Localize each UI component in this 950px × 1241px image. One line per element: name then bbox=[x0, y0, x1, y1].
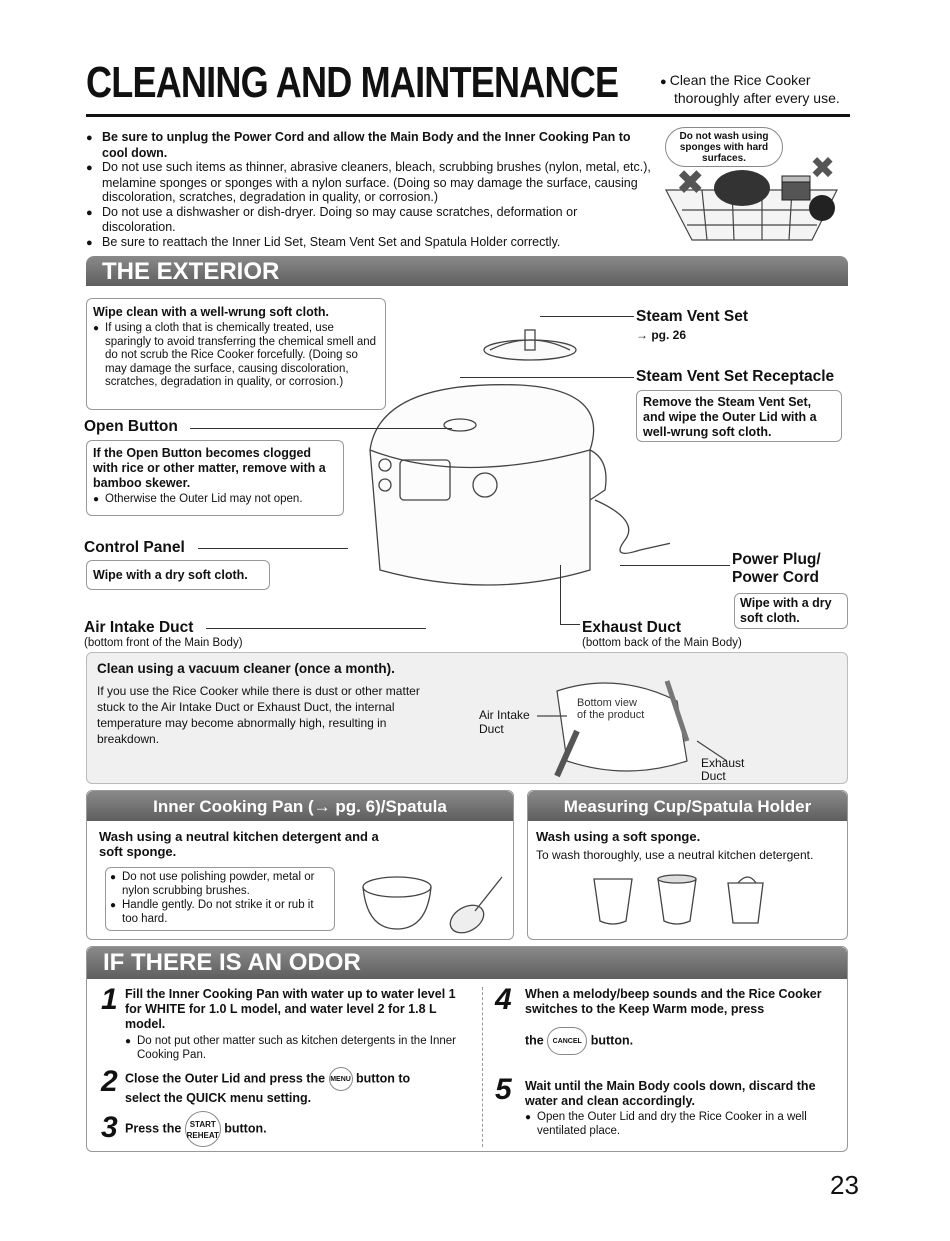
control-panel-label: Control Panel bbox=[84, 539, 185, 556]
vacuum-title: Clean using a vacuum cleaner (once a month). bbox=[97, 661, 395, 676]
power-label-1: Power Plug/ bbox=[732, 551, 821, 568]
air-intake-label: Air Intake Duct bbox=[84, 619, 194, 636]
power-text: Wipe with a dry soft cloth. bbox=[740, 596, 832, 625]
measuring-heading: Measuring Cup/Spatula Holder bbox=[528, 791, 847, 821]
leader-line bbox=[198, 548, 348, 549]
steam-vent-label: Steam Vent Set bbox=[636, 308, 748, 325]
open-button-title: If the Open Button becomes clogged with rice or other matter, remove with a bamboo skewer. bbox=[93, 446, 326, 490]
leader-line bbox=[540, 316, 634, 317]
bottom-view-label bbox=[577, 697, 644, 721]
intro-list bbox=[86, 130, 654, 250]
page-title: CLEANING AND MAINTENANCE bbox=[86, 58, 619, 107]
page-number: 23 bbox=[830, 1170, 859, 1200]
odor-section bbox=[86, 946, 848, 1152]
vacuum-air-label bbox=[479, 709, 530, 736]
odor-heading: IF THERE IS AN ODOR bbox=[87, 947, 847, 979]
control-panel-text: Wipe with a dry soft cloth. bbox=[93, 568, 248, 582]
air-intake-sub: (bottom front of the Main Body) bbox=[84, 637, 243, 649]
step4-line2 bbox=[525, 1027, 845, 1055]
wipe-box-title: Wipe clean with a well-wrung soft cloth. bbox=[93, 305, 330, 319]
inner-pan-title: Wash using a neutral kitchen detergent and a soft sponge. bbox=[99, 829, 379, 859]
step2-post: button to bbox=[356, 1071, 411, 1086]
start-label: START bbox=[189, 1120, 216, 1129]
pan-spatula-illustration bbox=[357, 869, 507, 935]
step2-pre: Close the Outer Lid and press the bbox=[125, 1071, 326, 1086]
open-button-box bbox=[86, 440, 344, 516]
dishwasher-illustration bbox=[662, 150, 852, 250]
exhaust-sub: (bottom back of the Main Body) bbox=[582, 637, 742, 649]
header-note bbox=[660, 72, 840, 106]
step2-number: 2 bbox=[101, 1065, 118, 1098]
intro-item: ● Be sure to reattach the Inner Lid Set, Steam Vent Set and Spatula Holder correctly. bbox=[86, 235, 654, 251]
steam-receptacle-box bbox=[636, 390, 842, 442]
step5-note: ● Open the Outer Lid and dry the Rice Cooker in a well ventilated place. bbox=[525, 1111, 845, 1138]
step1-note: ● Do not put other matter such as kitchen detergents in the Inner Cooking Pan. bbox=[125, 1035, 470, 1062]
measuring-section bbox=[527, 790, 848, 940]
title-rule bbox=[86, 114, 850, 117]
odor-divider bbox=[482, 987, 483, 1147]
step4-number: 4 bbox=[495, 983, 512, 1016]
header-note-line1: ● Clean the Rice Cooker bbox=[660, 72, 811, 88]
cancel-button-icon: CANCEL bbox=[547, 1027, 587, 1055]
step4-post: button. bbox=[590, 1033, 634, 1048]
power-label-2: Power Cord bbox=[732, 569, 819, 586]
header-note-line2: thoroughly after every use. bbox=[674, 90, 840, 106]
vacuum-exhaust-label bbox=[701, 757, 744, 783]
svg-text:✖: ✖ bbox=[676, 163, 705, 203]
step4-text: When a melody/beep sounds and the Rice Cooker switches to the Keep Warm mode, press bbox=[525, 987, 822, 1016]
step5-number: 5 bbox=[495, 1073, 512, 1106]
steam-vent-ref: → pg. 26 bbox=[636, 328, 687, 342]
control-panel-box bbox=[86, 560, 270, 590]
step2-line2: select the QUICK menu setting. bbox=[125, 1091, 312, 1105]
leader-line bbox=[560, 624, 580, 625]
vacuum-exhaust-label-2: Duct bbox=[701, 769, 726, 783]
menu-button-icon: MENU bbox=[329, 1067, 353, 1091]
measuring-title: Wash using a soft sponge. bbox=[536, 829, 701, 844]
leader-line bbox=[206, 628, 426, 629]
step3-pre: Press the bbox=[125, 1121, 182, 1136]
step3-post: button. bbox=[224, 1121, 267, 1136]
leader-line bbox=[460, 377, 634, 378]
leader-line bbox=[620, 565, 730, 566]
leader-line bbox=[190, 428, 452, 429]
steam-receptacle-text: Remove the Steam Vent Set, and wipe the Outer Lid with a well-wrung soft cloth. bbox=[643, 395, 817, 439]
step3-text bbox=[125, 1111, 465, 1147]
svg-text:✖: ✖ bbox=[810, 151, 836, 186]
step3-number: 3 bbox=[101, 1111, 118, 1144]
vacuum-air-label-2: Duct bbox=[479, 721, 504, 736]
vacuum-box bbox=[86, 652, 848, 784]
bottom-view-illustration bbox=[537, 671, 727, 781]
warning-bubble: Do not wash using sponges with hard surfaces. bbox=[665, 127, 783, 167]
inner-pan-section bbox=[86, 790, 514, 940]
bottom-view-label-1: Bottom view bbox=[577, 697, 637, 709]
exterior-heading: THE EXTERIOR bbox=[86, 256, 848, 286]
vacuum-text: If you use the Rice Cooker while there is dust or other matter stuck to the Air Intake Duct or Exhaust Duct, the internal temperature may become abnormally high, resulting in breakdown. bbox=[97, 684, 420, 746]
leader-line bbox=[560, 565, 561, 625]
wipe-box-text: ● If using a cloth that is chemically treated, use sparingly to avoid transferring the chemical smell and do not scrub the Rice Cooker forcefully. (Doing so may damage the surface, causing discoloration, scratches, degradation in quality, or corrosion.) bbox=[93, 322, 379, 390]
step1-number: 1 bbox=[101, 983, 118, 1016]
intro-item: ● Be sure to unplug the Power Cord and allow the Main Body and the Inner Cooking Pan to cool down. bbox=[86, 130, 654, 160]
open-button-text: ● Otherwise the Outer Lid may not open. bbox=[93, 493, 337, 507]
vacuum-air-label-1: Air Intake bbox=[479, 708, 530, 722]
measuring-text: To wash thoroughly, use a neutral kitchen detergent. bbox=[536, 848, 814, 862]
steam-receptacle-label: Steam Vent Set Receptacle bbox=[636, 368, 835, 385]
bottom-view-label-2: of the product bbox=[577, 709, 645, 721]
step4-pre: the bbox=[525, 1033, 544, 1048]
power-box bbox=[734, 593, 848, 629]
inner-pan-note: ● Do not use polishing powder, metal or nylon scrubbing brushes. bbox=[110, 871, 330, 898]
wipe-box bbox=[86, 298, 386, 410]
open-button-label: Open Button bbox=[84, 418, 178, 435]
step2-text bbox=[125, 1067, 475, 1106]
step1-text: Fill the Inner Cooking Pan with water up to water level 1 for WHITE for 1.0 L model, and water level 2 for 1.8 L model. bbox=[125, 987, 456, 1031]
intro-item: ● Do not use a dishwasher or dish-dryer. Doing so may cause scratches, deformation or discoloration. bbox=[86, 205, 654, 235]
rice-cooker-illustration bbox=[340, 300, 670, 620]
exhaust-label: Exhaust Duct bbox=[582, 619, 682, 636]
step5-text: Wait until the Main Body cools down, discard the water and clean accordingly. bbox=[525, 1079, 816, 1108]
inner-pan-notes bbox=[105, 867, 335, 931]
start-button-icon bbox=[185, 1111, 221, 1147]
reheat-label: REHEAT bbox=[186, 1131, 219, 1140]
inner-pan-note: ● Handle gently. Do not strike it or rub it too hard. bbox=[110, 899, 330, 926]
cup-holder-illustration bbox=[588, 873, 788, 933]
vacuum-exhaust-label-1: Exhaust bbox=[701, 756, 745, 770]
inner-pan-heading: Inner Cooking Pan (→ pg. 6)/Spatula bbox=[87, 791, 513, 821]
intro-item: ● Do not use such items as thinner, abrasive cleaners, bleach, scrubbing brushes (nylon, metal, etc.), melamine sponges or sponges with a nylon surface. (Doing so may damage the surface, causing discoloration, scratches, degradation in quality, or corrosion.) bbox=[86, 160, 654, 205]
